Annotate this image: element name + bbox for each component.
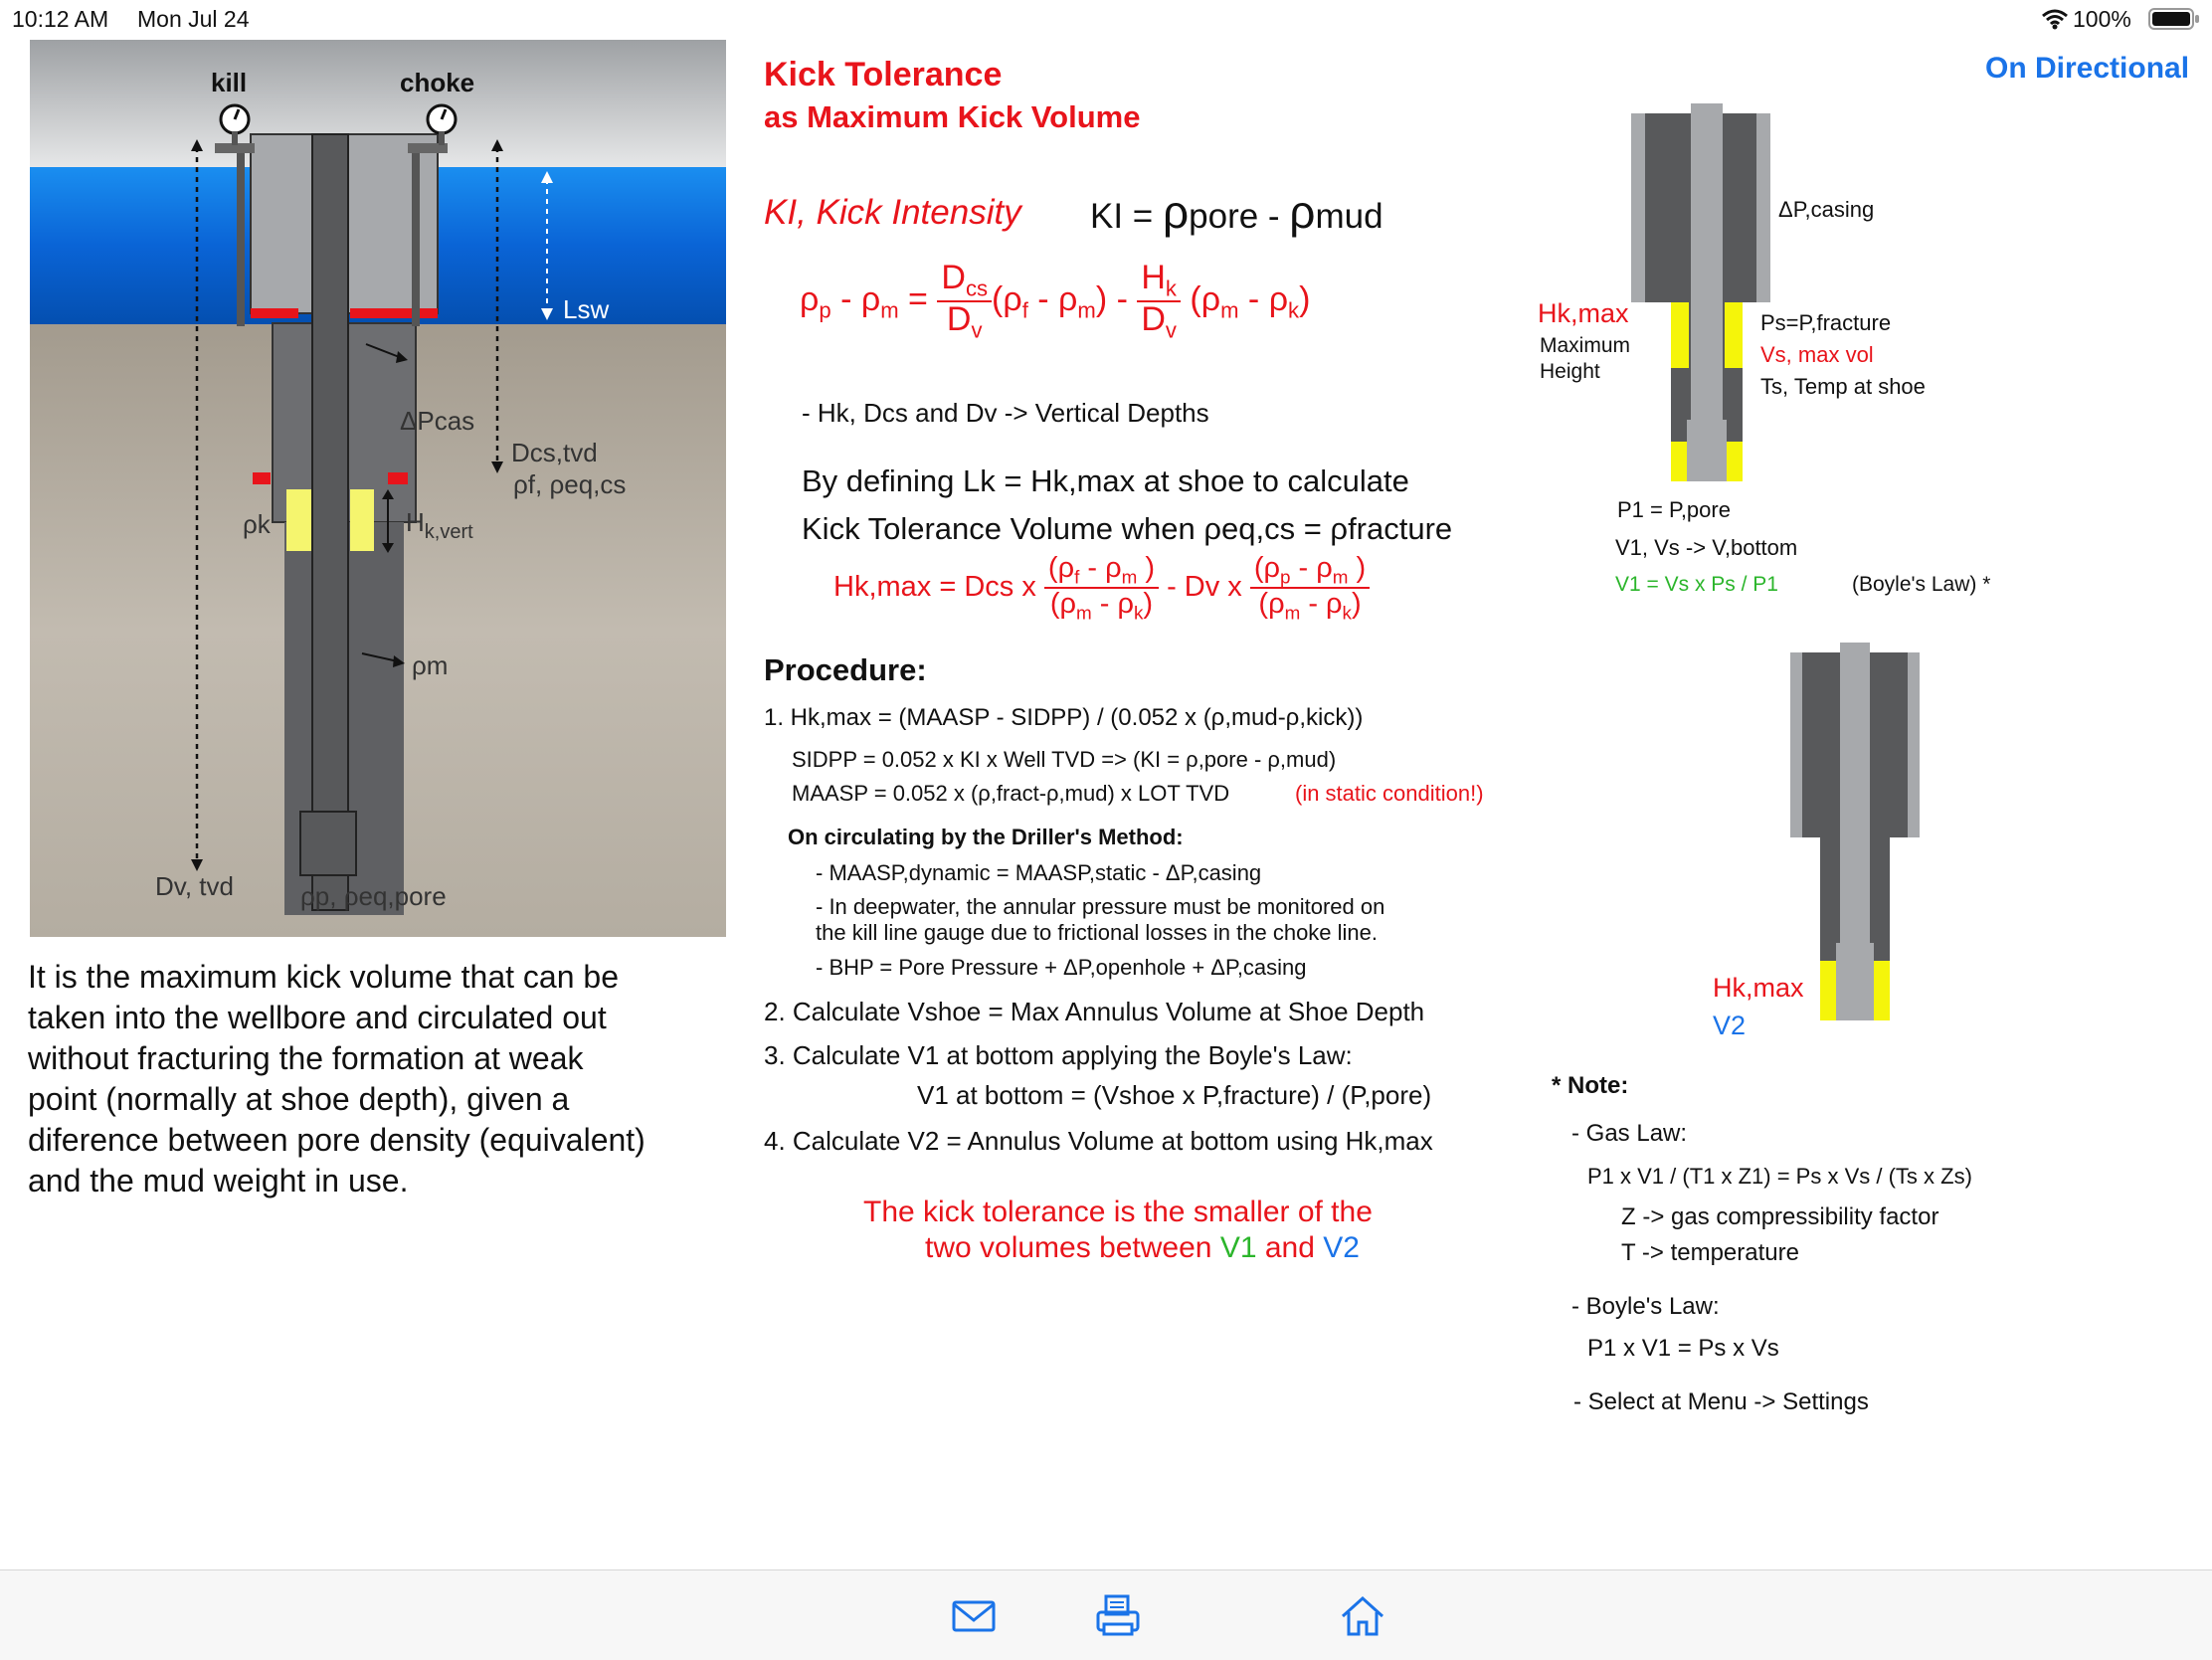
ps-label: Ps=P,fracture [1760,310,1892,335]
choke-label: choke [400,68,475,97]
v2-label: V2 [1713,1011,1747,1040]
conclusion-line-1: The kick tolerance is the smaller of the [863,1196,1373,1228]
status-date: Mon Jul 24 [137,6,250,32]
z-definition: Z -> gas compressibility factor [1621,1203,1939,1230]
procedure-step-4: 4. Calculate V2 = Annulus Volume at bottom using Hk,max [764,1126,1433,1156]
kill-label: kill [211,68,248,97]
ki-label: KI, Kick Intensity [764,193,1021,232]
procedure-title: Procedure: [764,652,927,687]
battery-percent: 100% [2073,6,2131,32]
procedure-step-3: 3. Calculate V1 at bottom applying the Boyle's Law: [764,1040,1353,1070]
settings-hint: - Select at Menu -> Settings [1573,1388,1869,1415]
battery-icon [2148,8,2200,30]
procedure-step-3b: V1 at bottom = (Vshoe x P,fracture) / (P,pore) [917,1080,1432,1110]
v1-vs-label: V1, Vs -> V,bottom [1615,535,1798,560]
t-definition: T -> temperature [1621,1239,1799,1266]
bottom-diagram [1790,643,1920,1026]
rho-m-label: ρm [412,650,449,680]
description-line: It is the maximum kick volume that can be [28,959,619,995]
description-line: point (normally at shoe depth), given a [28,1081,570,1117]
p1-label: P1 = P,pore [1617,497,1731,522]
static-note: (in static condition!) [1295,781,1484,806]
procedure-step-1: 1. Hk,max = (MAASP - SIDPP) / (0.052 x (ρ,mud-ρ,kick)) [764,704,1364,731]
hk-max-label: Hk,max [1538,298,1629,328]
v1-equation: V1 = Vs x Ps / P1 [1615,573,1778,596]
vs-label: Vs, max vol [1760,342,1874,367]
description-line: diference between pore density (equivalent) [28,1122,645,1158]
dv-label: Dv, tvd [155,871,234,901]
gas-law-equation: P1 x V1 / (T1 x Z1) = Ps x Vs / (Ts x Zs) [1587,1164,1972,1189]
vertical-depths-note: - Hk, Dcs and Dv -> Vertical Depths [802,398,1209,428]
circulating-item-3: - BHP = Pore Pressure + ΔP,openhole + ΔP,casing [816,955,1307,980]
height-label: Height [1540,360,1600,383]
home-icon[interactable] [1339,1592,1386,1640]
conclusion-line-2: two volumes between V1 and V2 [925,1231,1360,1264]
defining-line-2: Kick Tolerance Volume when ρeq,cs = ρfracture [802,511,1453,546]
sidpp-line: SIDPP = 0.052 x KI x Well TVD => (KI = ρ,pore - ρ,mud) [792,747,1337,772]
page-title: Kick Tolerance [764,56,1003,93]
boyle-law-title: - Boyle's Law: [1571,1293,1720,1320]
on-directional-link[interactable]: On Directional [1985,52,2190,85]
hk-max-equation: Hk,max = Dcs x $\frac{(\rho_f - \rho_m )}{(\rho_m - \rho_k)}$ - Dv x $\frac{(\rho_p - \rho_m )}{(\rho_m - \rho_k)}$ [833,553,1370,624]
circulating-title: On circulating by the Driller's Method: [788,825,1184,849]
ki-equation: KI = ρpore - ρmud [1090,186,1383,238]
mail-icon[interactable] [950,1592,998,1640]
note-title: * Note: [1552,1072,1629,1099]
description [28,957,724,1201]
description-line: taken into the wellbore and circulated out [28,1000,607,1035]
rho-k-label: ρk [243,509,271,539]
description-line: and the mud weight in use. [28,1163,409,1199]
dp-casing-label: ΔP,casing [1778,197,1875,222]
wifi-icon [2041,8,2069,30]
gas-law-title: - Gas Law: [1571,1120,1688,1147]
circulating-item-1: - MAASP,dynamic = MAASP,static - ΔP,casing [816,860,1262,885]
dcs-label: Dcs,tvd [511,438,598,467]
hk-max-label-2: Hk,max [1713,973,1804,1003]
hk-vert-label: $H_{k,vert}$ [406,507,473,543]
maximum-label: Maximum [1540,334,1631,357]
boyle-law-label: (Boyle's Law) * [1852,573,1991,596]
lsw-label: Lsw [563,294,610,324]
circulating-item-2a: - In deepwater, the annular pressure must be monitored on [816,894,1385,919]
procedure-step-2: 2. Calculate Vshoe = Max Annulus Volume at Shoe Depth [764,997,1425,1026]
page-subtitle: as Maximum Kick Volume [764,99,1141,134]
status-time: 10:12 AM [12,6,109,32]
shoe-diagram [1631,99,1770,497]
ts-label: Ts, Temp at shoe [1760,374,1926,399]
dpcas-label: ΔPcas [400,406,475,436]
kick-intensity-equation: $\rho_p - \rho_m$ = $\frac{D_{cs}}{D_v}$ $(\rho_f - \rho_m)$ - $\frac{H_k}{D_v}$ $(\rho_m - \rho_k)$ [800,259,1311,343]
boyle-law-equation: P1 x V1 = Ps x Vs [1587,1335,1779,1362]
rho-p-label: ρp, ρeq,pore [300,881,447,911]
description-line: without fracturing the formation at weak [28,1040,584,1076]
circulating-item-2b: the kill line gauge due to frictional losses in the choke line. [816,920,1379,945]
print-icon[interactable] [1094,1592,1142,1640]
bottom-toolbar [0,1569,2212,1660]
defining-line-1: By defining Lk = Hk,max at shoe to calculate [802,463,1409,498]
rho-f-label: ρf, ρeq,cs [513,469,627,499]
maasp-line: MAASP = 0.052 x (ρ,fract-ρ,mud) x LOT TVD [792,781,1230,806]
